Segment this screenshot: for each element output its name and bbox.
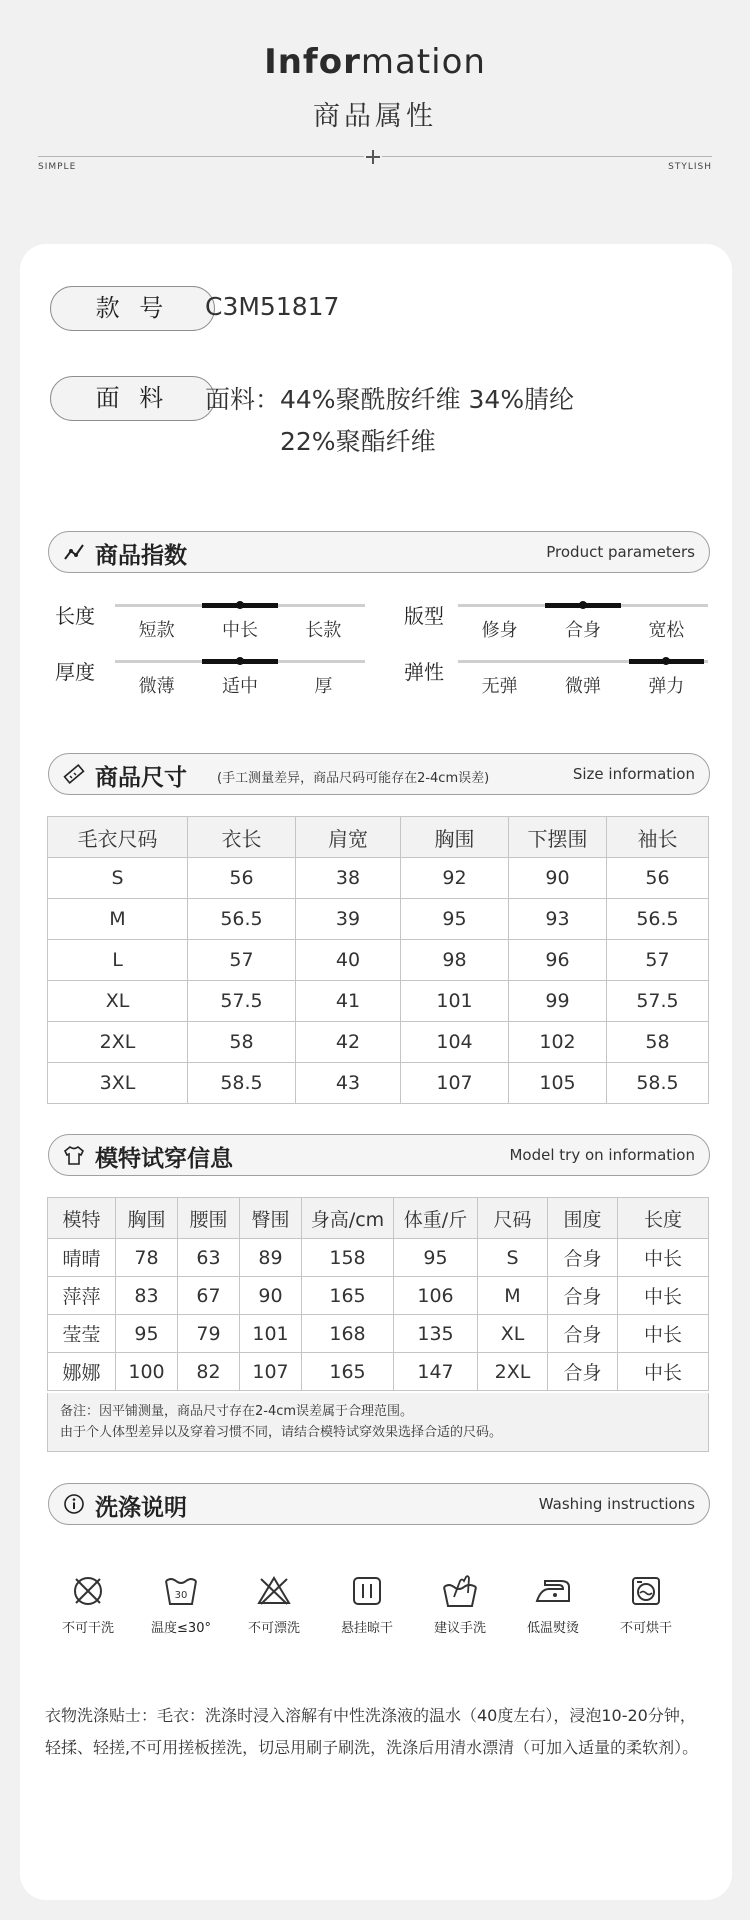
size-title: 商品尺寸 <box>95 765 187 791</box>
size-note: (手工测量差异，商品尺码可能存在2-4cm误差) <box>217 771 490 786</box>
size-cell: 38 <box>296 858 401 899</box>
model-cell: 娜娜 <box>48 1353 116 1391</box>
model-cell: 合身 <box>548 1277 618 1315</box>
model-col-header: 围度 <box>548 1198 618 1239</box>
size-cell: 107 <box>401 1063 509 1104</box>
model-cell: 中长 <box>618 1277 709 1315</box>
size-cell: M <box>48 899 188 940</box>
washing-tips: 衣物洗涤贴士：毛衣：洗涤时浸入溶解有中性洗涤液的温水（40度左右），浸泡10-20分钟，轻揉、轻搓,不可用搓板搓洗，切忌用刷子刷洗，洗涤后用清水漂清（可加入适量的柔软剂）。 <box>45 1706 699 1757</box>
size-cell: 56.5 <box>607 899 709 940</box>
no-tumble-dry-icon <box>628 1573 664 1609</box>
size-col-header: 肩宽 <box>296 817 401 858</box>
model-cell: 78 <box>116 1239 178 1277</box>
size-cell: 90 <box>509 858 607 899</box>
no-bleach-icon <box>256 1573 292 1609</box>
scale-marker <box>236 601 244 609</box>
size-header-row <box>48 817 709 858</box>
scale-option: 弹力 <box>648 676 685 697</box>
size-row <box>48 981 709 1022</box>
wash-item <box>329 1573 405 1636</box>
cross-icon <box>364 148 382 166</box>
param-label-fit: 版型 <box>404 604 444 628</box>
model-cell: 158 <box>302 1239 394 1277</box>
model-row <box>48 1277 709 1315</box>
model-cell: 合身 <box>548 1353 618 1391</box>
model-table <box>47 1197 709 1391</box>
size-cell: 58 <box>188 1022 296 1063</box>
wash-label: 不可干洗 <box>61 1621 114 1636</box>
params-title: 商品指数 <box>95 543 187 569</box>
size-row <box>48 1063 709 1104</box>
model-cell: 95 <box>116 1315 178 1353</box>
model-note <box>47 1393 709 1452</box>
model-cell: 82 <box>178 1353 240 1391</box>
model-note-line-2: 由于个人体型差异以及穿着习惯不同，请结合模特试穿效果选择合适的尺码。 <box>60 1425 503 1440</box>
param-scale-thickness <box>115 660 365 697</box>
wash-item <box>143 1573 219 1636</box>
size-cell: 98 <box>401 940 509 981</box>
size-col-header: 胸围 <box>401 817 509 858</box>
size-cell: 56.5 <box>188 899 296 940</box>
scale-option: 微薄 <box>138 676 175 697</box>
no-dry-clean-icon <box>70 1573 106 1609</box>
fabric-line-1: 面料：44%聚酰胺纤维 34%腈纶 <box>205 385 575 414</box>
size-cell: 101 <box>401 981 509 1022</box>
model-cell: 107 <box>240 1353 302 1391</box>
model-cell: 中长 <box>618 1239 709 1277</box>
size-cell: 95 <box>401 899 509 940</box>
size-cell: 41 <box>296 981 401 1022</box>
wash-item <box>422 1573 498 1636</box>
model-cell: 79 <box>178 1315 240 1353</box>
model-cell: 晴晴 <box>48 1239 116 1277</box>
param-label-thickness: 厚度 <box>55 660 95 684</box>
style-label: 款 号 <box>50 286 215 331</box>
low-iron-icon <box>533 1573 573 1609</box>
size-cell: 57 <box>607 940 709 981</box>
model-row <box>48 1315 709 1353</box>
params-en: Product parameters <box>546 543 695 561</box>
model-cell: 莹莹 <box>48 1315 116 1353</box>
left-tag: SIMPLE <box>38 162 77 172</box>
scale-option: 微弹 <box>564 676 601 697</box>
size-cell: 58.5 <box>188 1063 296 1104</box>
model-cell: 106 <box>394 1277 478 1315</box>
size-cell: S <box>48 858 188 899</box>
model-cell: 萍萍 <box>48 1277 116 1315</box>
size-cell: 57.5 <box>607 981 709 1022</box>
param-scale-length <box>115 604 365 641</box>
wash-label: 低温熨烫 <box>526 1621 579 1636</box>
scale-option: 宽松 <box>648 620 685 641</box>
model-title: 模特试穿信息 <box>95 1146 233 1172</box>
model-col-header: 胸围 <box>116 1198 178 1239</box>
scale-option: 修身 <box>481 620 518 641</box>
model-col-header: 臀围 <box>240 1198 302 1239</box>
param-label-elasticity: 弹性 <box>404 660 444 684</box>
size-cell: 93 <box>509 899 607 940</box>
model-cell: 90 <box>240 1277 302 1315</box>
style-value: C3M51817 <box>205 292 340 321</box>
info-icon <box>63 1493 85 1515</box>
model-en: Model try on information <box>509 1146 695 1164</box>
size-cell: 42 <box>296 1022 401 1063</box>
model-cell: 101 <box>240 1315 302 1353</box>
size-cell: 40 <box>296 940 401 981</box>
model-cell: 中长 <box>618 1353 709 1391</box>
param-label-length: 长度 <box>55 604 95 628</box>
size-col-header: 衣长 <box>188 817 296 858</box>
size-cell: 3XL <box>48 1063 188 1104</box>
model-cell: 165 <box>302 1277 394 1315</box>
wash-label: 不可烘干 <box>619 1621 672 1636</box>
temperature-30-icon <box>163 1573 199 1609</box>
size-cell: 96 <box>509 940 607 981</box>
trend-icon <box>63 541 85 563</box>
wash-item <box>236 1573 312 1636</box>
model-col-header: 模特 <box>48 1198 116 1239</box>
wash-item <box>50 1573 126 1636</box>
model-cell: XL <box>478 1315 548 1353</box>
model-note-line-1: 备注：因平铺测量，商品尺寸存在2-4cm误差属于合理范围。 <box>60 1404 414 1419</box>
size-table <box>47 816 709 1104</box>
model-cell: 67 <box>178 1277 240 1315</box>
fabric-line-2: 22%聚酯纤维 <box>280 427 436 456</box>
size-cell: 2XL <box>48 1022 188 1063</box>
model-cell: 168 <box>302 1315 394 1353</box>
size-cell: 43 <box>296 1063 401 1104</box>
scale-option: 合身 <box>564 620 601 641</box>
params-section-bar <box>48 531 710 573</box>
size-row <box>48 858 709 899</box>
size-row <box>48 940 709 981</box>
size-col-header: 下摆围 <box>509 817 607 858</box>
model-col-header: 体重/斤 <box>394 1198 478 1239</box>
wash-item <box>515 1573 591 1636</box>
fabric-label: 面 料 <box>50 376 215 421</box>
wash-label: 悬挂晾干 <box>340 1621 393 1636</box>
scale-option: 厚 <box>314 676 333 697</box>
model-section-bar <box>48 1134 710 1176</box>
wash-label: 不可漂洗 <box>247 1621 300 1636</box>
size-cell: 56 <box>607 858 709 899</box>
model-col-header: 尺码 <box>478 1198 548 1239</box>
scale-marker <box>236 657 244 665</box>
param-scale-fit <box>458 604 708 641</box>
hang-dry-icon <box>349 1573 385 1609</box>
size-cell: 57.5 <box>188 981 296 1022</box>
shirt-icon <box>63 1144 85 1166</box>
model-row <box>48 1239 709 1277</box>
model-header-row <box>48 1198 709 1239</box>
scale-option: 适中 <box>221 676 258 697</box>
model-row <box>48 1353 709 1391</box>
wash-label: 建议手洗 <box>433 1621 486 1636</box>
size-cell: 58.5 <box>607 1063 709 1104</box>
size-cell: XL <box>48 981 188 1022</box>
scale-option: 长款 <box>305 620 342 641</box>
size-col-header: 毛衣尺码 <box>48 817 188 858</box>
scale-option: 无弹 <box>481 676 518 697</box>
model-col-header: 腰围 <box>178 1198 240 1239</box>
size-en: Size information <box>572 765 695 783</box>
size-col-header: 袖长 <box>607 817 709 858</box>
model-cell: 95 <box>394 1239 478 1277</box>
ruler-icon <box>63 763 85 785</box>
scale-option: 中长 <box>221 620 258 641</box>
page-subtitle: 商品属性 <box>313 101 437 132</box>
model-cell: 合身 <box>548 1239 618 1277</box>
hand-wash-icon <box>440 1573 480 1609</box>
wash-en: Washing instructions <box>538 1495 695 1513</box>
model-cell: 147 <box>394 1353 478 1391</box>
model-cell: M <box>478 1277 548 1315</box>
size-cell: 104 <box>401 1022 509 1063</box>
model-cell: 2XL <box>478 1353 548 1391</box>
size-section-bar <box>48 753 710 795</box>
wash-item <box>608 1573 684 1636</box>
model-cell: 合身 <box>548 1315 618 1353</box>
scale-option: 短款 <box>138 620 175 641</box>
size-cell: 92 <box>401 858 509 899</box>
size-row <box>48 1022 709 1063</box>
size-cell: 102 <box>509 1022 607 1063</box>
model-cell: 63 <box>178 1239 240 1277</box>
param-scale-elasticity <box>458 660 708 697</box>
svg-text:30: 30 <box>174 1590 188 1601</box>
model-cell: S <box>478 1239 548 1277</box>
model-cell: 100 <box>116 1353 178 1391</box>
model-col-header: 身高/cm <box>302 1198 394 1239</box>
model-cell: 89 <box>240 1239 302 1277</box>
size-cell: L <box>48 940 188 981</box>
wash-section-bar <box>48 1483 710 1525</box>
page-title: Information <box>264 42 486 82</box>
size-cell: 58 <box>607 1022 709 1063</box>
model-col-header: 长度 <box>618 1198 709 1239</box>
size-cell: 39 <box>296 899 401 940</box>
wash-label: 温度≤30° <box>151 1621 211 1636</box>
model-cell: 83 <box>116 1277 178 1315</box>
wash-title: 洗涤说明 <box>95 1495 187 1521</box>
model-cell: 165 <box>302 1353 394 1391</box>
model-cell: 中长 <box>618 1315 709 1353</box>
size-cell: 105 <box>509 1063 607 1104</box>
right-tag: STYLISH <box>668 162 712 172</box>
size-cell: 57 <box>188 940 296 981</box>
size-cell: 99 <box>509 981 607 1022</box>
size-cell: 56 <box>188 858 296 899</box>
size-row <box>48 899 709 940</box>
model-cell: 135 <box>394 1315 478 1353</box>
scale-marker <box>579 601 587 609</box>
